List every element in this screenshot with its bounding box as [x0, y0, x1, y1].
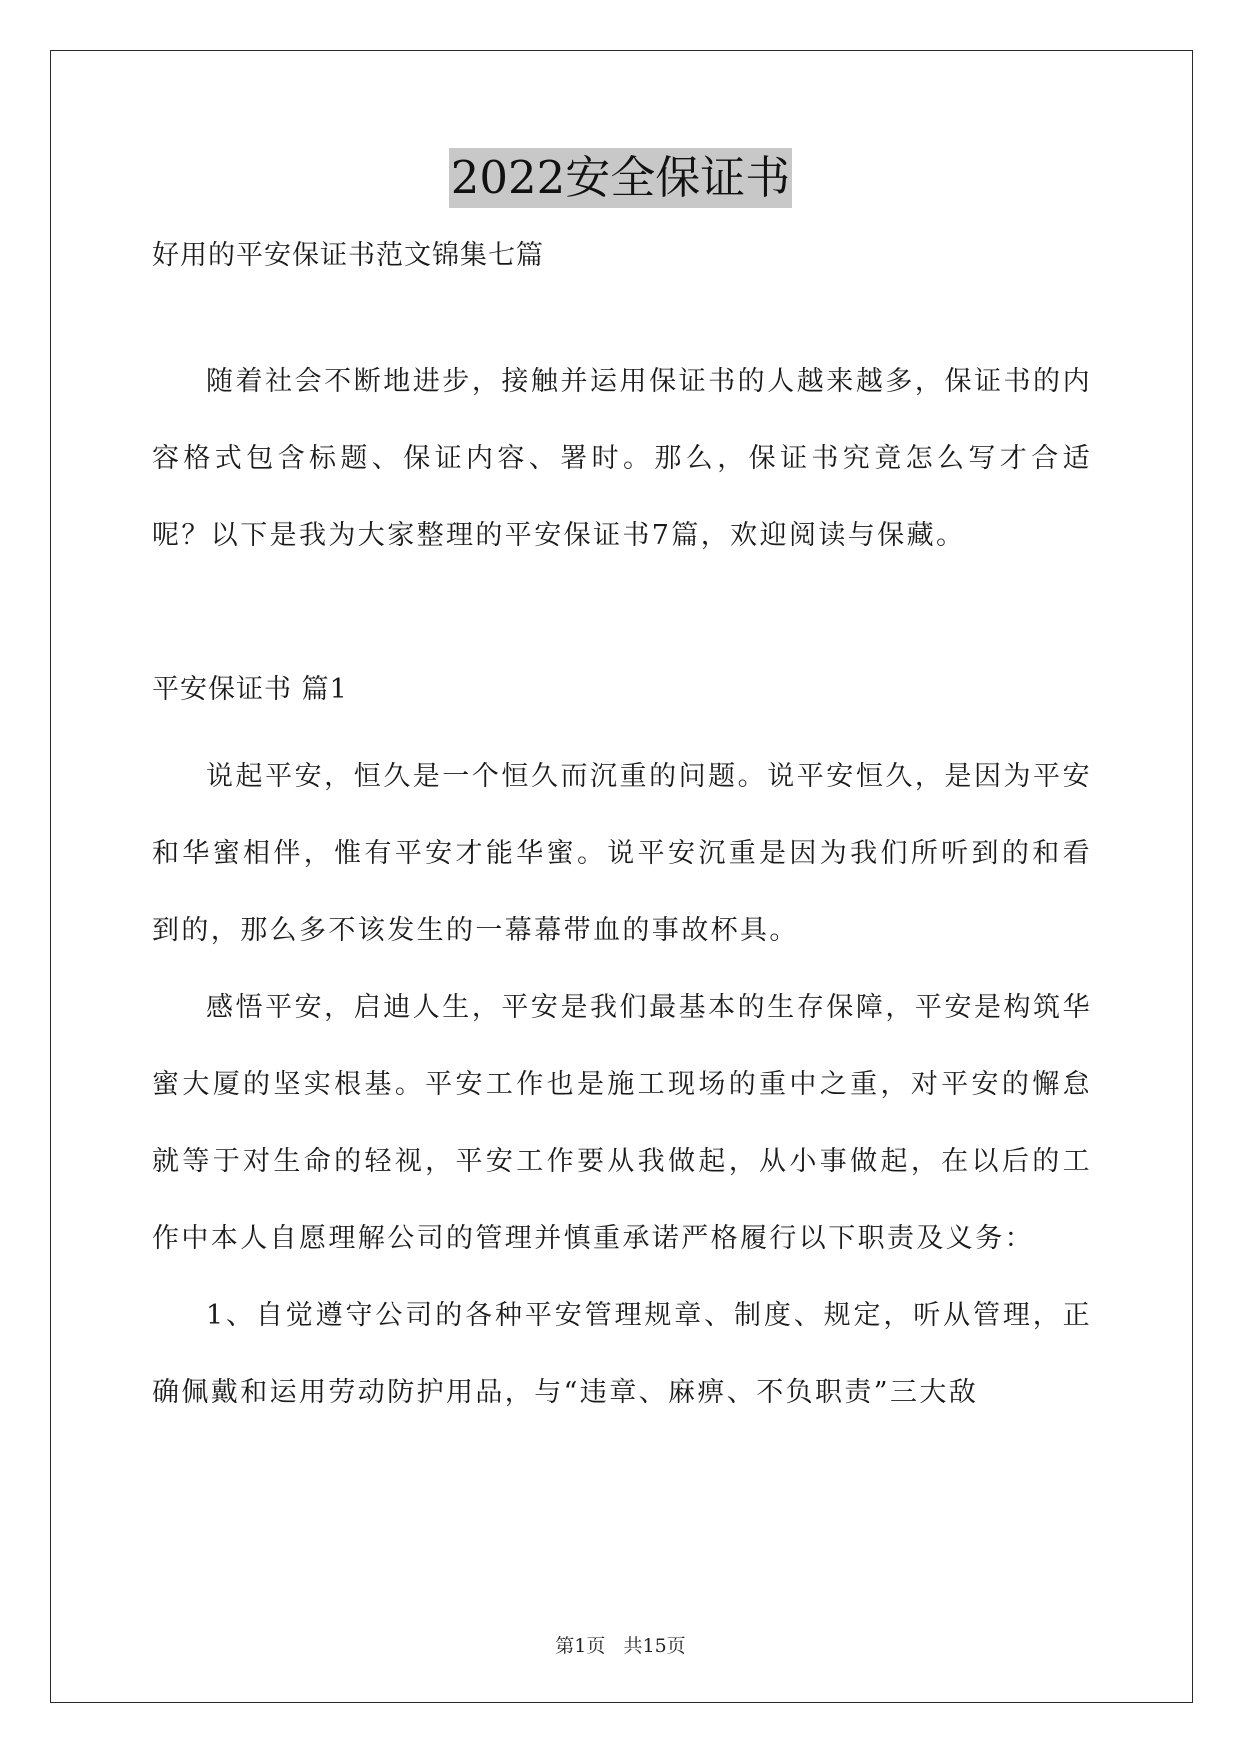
- page-footer: 第1页 共15页: [555, 1635, 686, 1657]
- section-paragraph-1: 说起平安，恒久是一个恒久而沉重的问题。说平安恒久，是因为平安和华蜜相伴，惟有平安才能华蜜。说平安沉重是因为我们所听到的和看到的，那么多不该发生的一幕幕带血的事故杯具。: [152, 761, 1092, 946]
- section-heading: 平安保证书 篇1: [152, 674, 348, 705]
- section-body: [152, 738, 1092, 1431]
- title-container: [0, 148, 1241, 208]
- section-paragraph-3: 1、自觉遵守公司的各种平安管理规章、制度、规定，听从管理，正确佩戴和运用劳动防护用品，与“违章、麻痹、不负职责”三大敌: [152, 1300, 1092, 1408]
- document-subtitle: 好用的平安保证书范文锦集七篇: [152, 240, 544, 271]
- intro-body: [152, 343, 1092, 574]
- section-paragraph-2: 感悟平安，启迪人生，平安是我们最基本的生存保障，平安是构筑华蜜大厦的坚实根基。平安工作也是施工现场的重中之重，对平安的懈怠就等于对生命的轻视，平安工作要从我做起，从小事做起，在以后的工作中本人自愿理解公司的管理并慎重承诺严格履行以下职责及义务：: [152, 992, 1092, 1254]
- intro-paragraph: 随着社会不断地进步，接触并运用保证书的人越来越多，保证书的内容格式包含标题、保证内容、署时。那么，保证书究竟怎么写才合适呢？以下是我为大家整理的平安保证书7篇，欢迎阅读与保藏。: [152, 366, 1092, 551]
- document-title: 2022安全保证书: [449, 148, 793, 208]
